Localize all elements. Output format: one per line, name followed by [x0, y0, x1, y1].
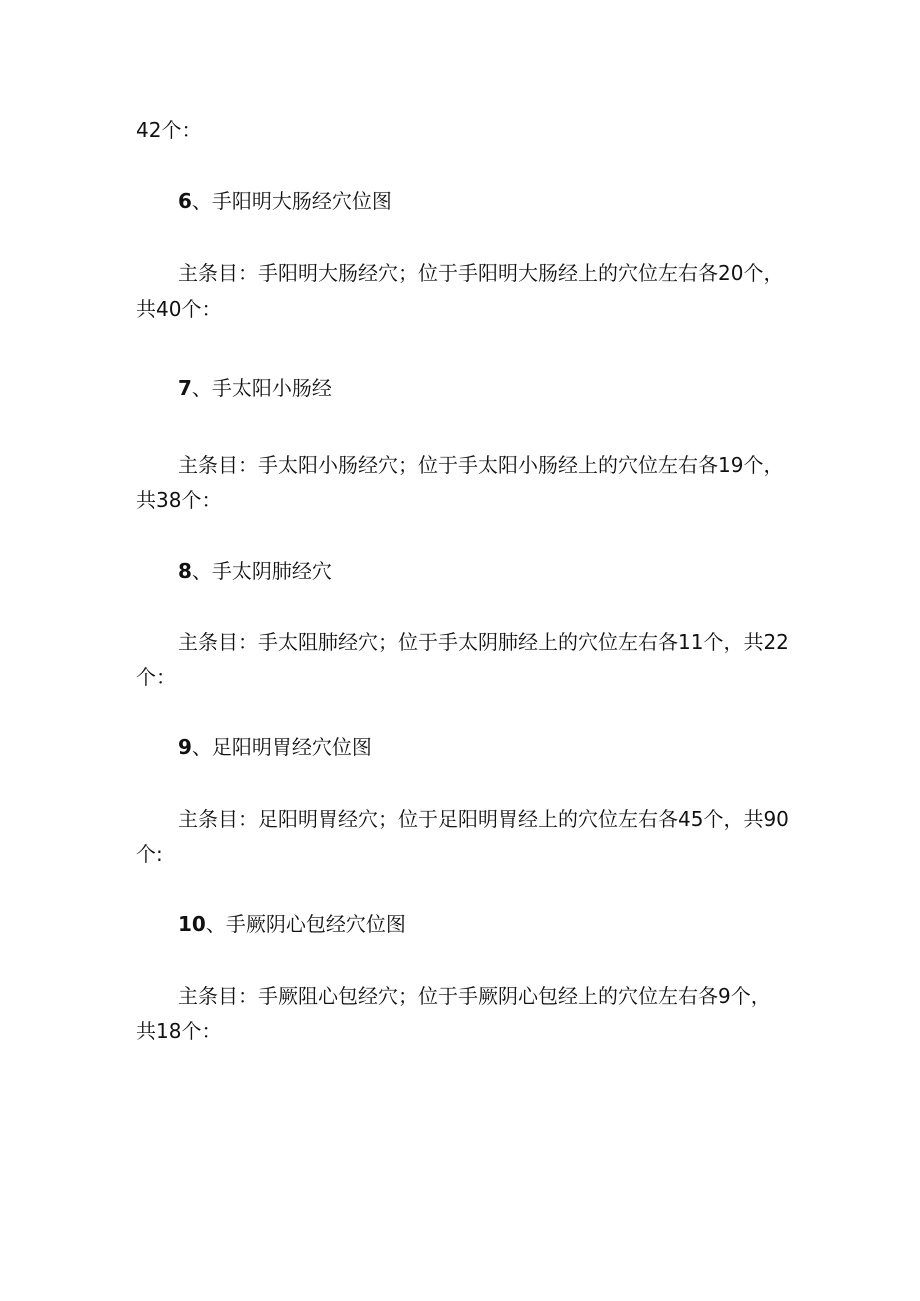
section-heading-9	[178, 734, 372, 760]
heading-text: 、足阳明胃经穴位图	[191, 735, 372, 759]
section-body-line-8a: 主条目：手太阻肺经穴；位于手太阴肺经上的穴位左右各11个，共22	[178, 630, 789, 654]
heading-number: 10	[178, 912, 206, 936]
heading-text: 、手太阳小肠经	[191, 376, 332, 400]
section-heading-6	[178, 188, 392, 214]
section-body-line-8b: 个：	[136, 665, 176, 689]
section-heading-8	[178, 558, 332, 584]
section-body-line-10b: 共18个：	[136, 1019, 222, 1043]
lead-line: 42个：	[136, 118, 202, 142]
heading-number: 7	[178, 376, 192, 400]
section-body-line-7b: 共38个：	[136, 488, 222, 512]
heading-text: 、手太阴肺经穴	[191, 559, 332, 583]
heading-number: 8	[178, 559, 192, 583]
section-heading-10	[178, 911, 406, 937]
heading-text: 、手阳明大肠经穴位图	[191, 189, 392, 213]
section-body-line-7a: 主条目：手太阳小肠经穴；位于手太阳小肠经上的穴位左右各19个，	[178, 453, 784, 477]
heading-text: 、手厥阴心包经穴位图	[205, 912, 406, 936]
section-heading-7	[178, 375, 332, 401]
section-body-line-9a: 主条目：足阳明胃经穴；位于足阳明胃经上的穴位左右各45个，共90	[178, 807, 789, 831]
section-body-line-10a: 主条目：手厥阻心包经穴；位于手厥阴心包经上的穴位左右各9个，	[178, 984, 771, 1008]
heading-number: 6	[178, 189, 192, 213]
section-body-line-6a: 主条目：手阳明大肠经穴；位于手阳明大肠经上的穴位左右各20个，	[178, 261, 784, 285]
section-body-line-9b: 个:	[136, 842, 163, 866]
heading-number: 9	[178, 735, 192, 759]
section-body-line-6b: 共40个：	[136, 297, 222, 321]
